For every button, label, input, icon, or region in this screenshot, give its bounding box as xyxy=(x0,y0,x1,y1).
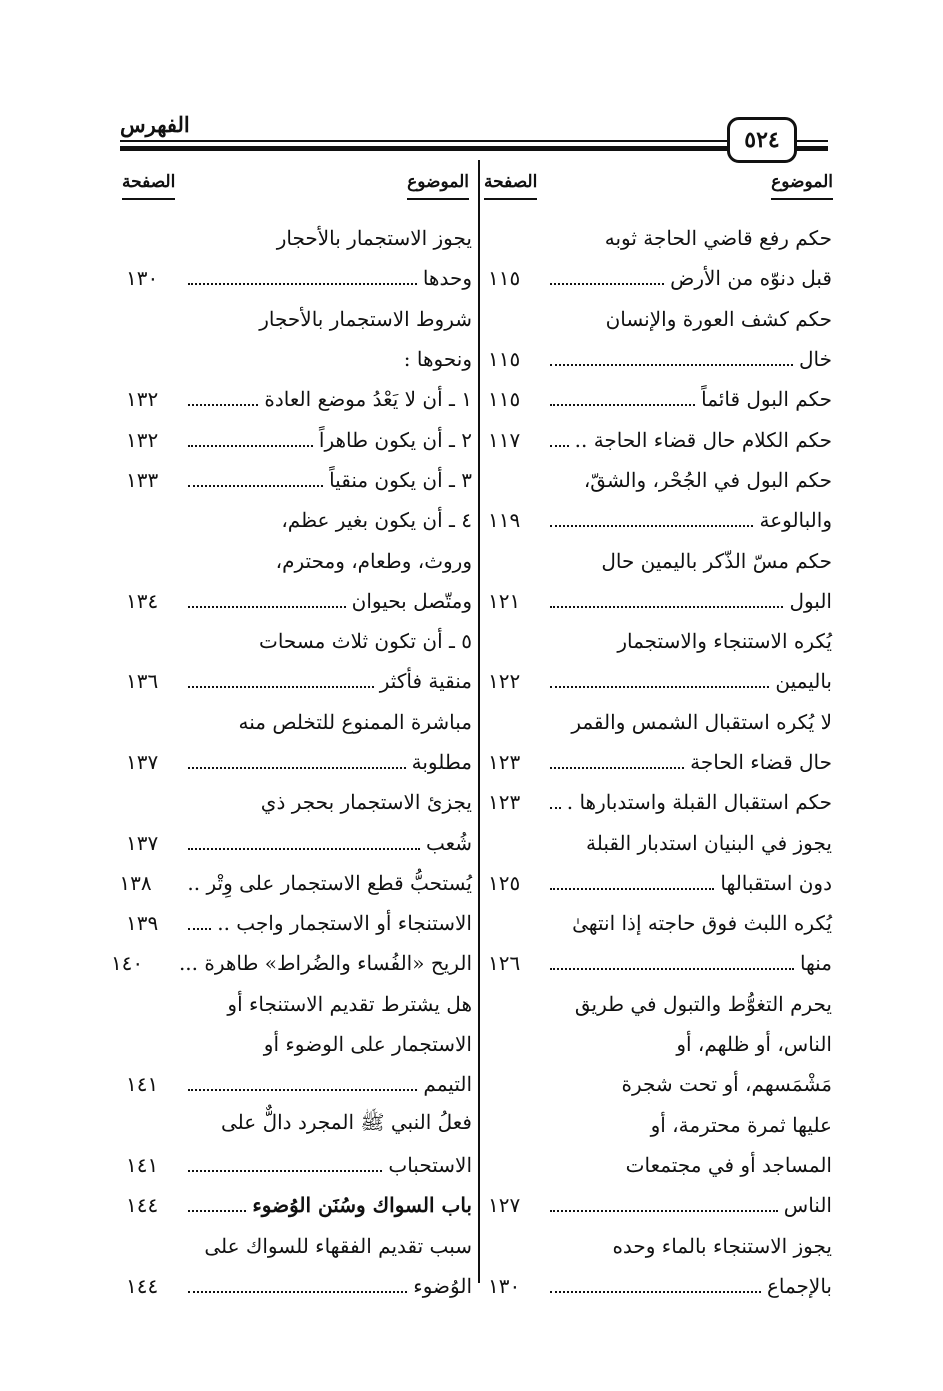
entry-text: منقية فأكثر xyxy=(379,669,472,694)
entry-text: يُكره الاستنجاء والاستجمار xyxy=(617,629,832,654)
left-column xyxy=(110,218,472,1306)
index-entry xyxy=(484,379,832,419)
entry-text: حكم البول في الجُحْر، والشقّ، xyxy=(583,467,832,492)
entry-text: منها xyxy=(799,951,832,976)
index-entry xyxy=(122,460,472,500)
index-entry xyxy=(122,218,472,258)
entry-page: ١٢٢ xyxy=(488,669,521,694)
index-entry xyxy=(122,822,472,862)
entry-text: مباشرة الممنوع للتخلص منه xyxy=(238,709,472,734)
entry-page: ١٣٢ xyxy=(126,387,159,412)
entry-text: ٤ ـ أن يكون بغير عظم، xyxy=(281,508,472,533)
entry-text: ٣ ـ أن يكون منقياً xyxy=(329,467,472,492)
leader-dots xyxy=(188,283,417,285)
entry-text: وروث، وطعام، ومحترم، xyxy=(275,548,472,573)
leader-dots xyxy=(550,968,794,970)
entry-text: حكم مسّ الذّكر باليمين حال xyxy=(601,548,832,573)
entry-text: عليها ثمرة محترمة، أو xyxy=(650,1112,832,1137)
entry-text: الاستحباب xyxy=(388,1152,472,1177)
entry-page: ١٣٧ xyxy=(126,830,159,855)
page-number: ٥٢٤ xyxy=(744,127,780,153)
entry-page: ١١٧ xyxy=(488,427,521,452)
index-entry xyxy=(484,1064,832,1104)
index-entry xyxy=(484,1225,832,1265)
index-entry xyxy=(484,1266,832,1306)
index-entry xyxy=(122,1266,472,1306)
entry-text: قبل دنوّه من الأرض xyxy=(670,266,832,291)
index-entry xyxy=(484,742,832,782)
index-entry xyxy=(122,903,472,943)
index-entry xyxy=(484,540,832,580)
entry-text: خال xyxy=(799,347,832,372)
index-entry xyxy=(484,943,832,983)
leader-dots xyxy=(550,525,753,527)
header-rule-top xyxy=(120,140,828,142)
entry-page: ١٤٤ xyxy=(126,1193,159,1218)
leader-dots xyxy=(188,1291,407,1293)
index-entry xyxy=(122,299,472,339)
leader-dots xyxy=(188,606,346,608)
index-entry xyxy=(484,339,832,379)
entry-text: لا يُكره استقبال الشمس والقمر xyxy=(571,709,832,734)
entry-page: ١٣٨ xyxy=(119,870,152,895)
index-entry xyxy=(122,581,472,621)
index-entry xyxy=(122,1225,472,1265)
entry-page: ١٢١ xyxy=(488,588,521,613)
entry-text: باليمين xyxy=(775,669,832,694)
index-entry xyxy=(122,1064,472,1104)
index-entry xyxy=(484,500,832,540)
entry-page: ١٣٢ xyxy=(126,427,159,452)
entry-page: ١٢٣ xyxy=(488,790,521,815)
entry-text: الاستنجاء أو الاستجمار واجب .. xyxy=(217,911,472,936)
leader-dots xyxy=(188,848,420,850)
entry-text: دون استقبالها xyxy=(720,870,832,895)
index-entry xyxy=(484,1024,832,1064)
entry-text: حكم استقبال القبلة واستدبارها . xyxy=(566,790,832,815)
index-entry xyxy=(484,903,832,943)
entry-text: البول xyxy=(789,588,832,613)
entry-page: ١٤٤ xyxy=(126,1273,159,1298)
index-entry xyxy=(484,299,832,339)
column-divider xyxy=(478,160,480,1283)
entry-page: ١٢٥ xyxy=(488,870,521,895)
entry-text: التيمم xyxy=(423,1072,472,1097)
entry-text: يُكره اللبث فوق حاجته إذا انتهىٰ xyxy=(572,911,832,936)
leader-dots xyxy=(550,767,684,769)
entry-text: يجوز في البنيان استدبار القبلة xyxy=(586,830,832,855)
index-entry xyxy=(484,460,832,500)
entry-page: ١٢٦ xyxy=(488,951,521,976)
entry-page: ١٤١ xyxy=(126,1072,159,1097)
leader-dots xyxy=(550,1291,761,1293)
index-entry xyxy=(122,258,472,298)
entry-text: فعلُ النبي ﷺ المجرد دالٌّ على xyxy=(221,1110,472,1135)
entry-text: الريح «الفُساء والضُراط» طاهرة ... xyxy=(178,951,472,976)
entry-text: شُعب xyxy=(425,830,472,855)
leader-dots xyxy=(188,404,258,406)
index-entry xyxy=(122,500,472,540)
entry-text: ٢ ـ أن يكون طاهراً xyxy=(318,427,472,452)
leader-dots xyxy=(550,686,769,688)
entry-text: سبب تقديم الفقهاء للسواك على xyxy=(204,1233,472,1258)
entry-page: ١١٥ xyxy=(488,266,521,291)
entry-text: مطلوبة xyxy=(411,750,472,774)
entry-text: حكم رفع قاضي الحاجة ثوبه xyxy=(604,226,832,251)
leader-dots xyxy=(188,767,406,769)
entry-text: الناس xyxy=(783,1193,832,1218)
entry-text: الناس، أو ظلهم، أو xyxy=(676,1032,832,1057)
entry-page: ١١٩ xyxy=(488,508,521,533)
index-entry xyxy=(484,581,832,621)
entry-page: ١١٥ xyxy=(488,387,521,412)
index-entry xyxy=(122,661,472,701)
index-entry xyxy=(484,1145,832,1185)
entry-page: ١٣٠ xyxy=(126,266,159,291)
index-entry xyxy=(122,621,472,661)
entry-text: يُستحبُّ قطع الاستجمار على وِتْر .. xyxy=(187,870,472,895)
index-entry xyxy=(484,984,832,1024)
entry-text: ٥ ـ أن تكون ثلاث مسحات xyxy=(259,629,472,654)
index-entry xyxy=(122,1145,472,1185)
leader-dots xyxy=(188,928,211,930)
entry-page: ١٣٩ xyxy=(126,911,159,936)
index-entry xyxy=(484,661,832,701)
index-entry xyxy=(122,540,472,580)
index-entry xyxy=(484,419,832,459)
index-entry xyxy=(484,218,832,258)
entry-text: الاستجمار على الوضوء أو xyxy=(263,1032,472,1057)
entry-text: حكم الكلام حال قضاء الحاجة .. xyxy=(574,427,832,452)
index-entry xyxy=(484,1105,832,1145)
index-entry xyxy=(122,419,472,459)
entry-text: باب السواك وسُنَن الوُضوء xyxy=(252,1193,472,1218)
entry-text: يجوز الاستجمار بالأحجار xyxy=(276,226,472,251)
leader-dots xyxy=(550,807,561,809)
entry-text: حال قضاء الحاجة xyxy=(690,750,832,774)
index-entry xyxy=(484,863,832,903)
index-entry xyxy=(122,1024,472,1064)
leader-dots xyxy=(550,404,695,406)
index-entry xyxy=(122,984,472,1024)
index-entry xyxy=(122,339,472,379)
leader-dots xyxy=(188,1210,246,1212)
leader-dots xyxy=(188,1170,382,1172)
index-entry xyxy=(122,1105,472,1145)
leader-dots xyxy=(550,1210,778,1212)
entry-text: يحرم التغوُّط والتبول في طريق xyxy=(574,991,832,1016)
index-entry xyxy=(484,782,832,822)
entry-text: شروط الاستجمار بالأحجار xyxy=(259,306,472,331)
index-entry xyxy=(122,782,472,822)
entry-text: هل يشترط تقديم الاستنجاء أو xyxy=(227,991,472,1016)
entry-text: والبالوعة xyxy=(759,508,832,533)
entry-page: ١٣٣ xyxy=(126,467,159,492)
entry-text: ١ ـ أن لا يَعْدُ موضع العادة xyxy=(264,387,472,412)
entry-text: ونحوها : xyxy=(403,347,472,372)
leader-dots xyxy=(550,445,569,447)
entry-page: ١٣٤ xyxy=(126,588,159,613)
entry-text: بالإجماع xyxy=(766,1273,832,1298)
left-topic-header: الموضوع xyxy=(407,172,469,200)
entry-page: ١٢٣ xyxy=(488,750,521,774)
leader-dots xyxy=(550,364,793,366)
entry-text: وحدها xyxy=(422,266,472,291)
leader-dots xyxy=(188,485,323,487)
entry-page: ١٤١ xyxy=(126,1152,159,1177)
leader-dots xyxy=(550,606,783,608)
entry-page: ١١٥ xyxy=(488,347,521,372)
leader-dots xyxy=(550,283,664,285)
entry-page: ١٤٠ xyxy=(110,951,144,976)
leader-dots xyxy=(188,686,374,688)
entry-text: حكم البول قائماً xyxy=(701,387,832,412)
index-entry xyxy=(122,742,472,782)
left-page-header: الصفحة xyxy=(122,172,175,200)
right-topic-header: الموضوع xyxy=(771,172,833,200)
right-page-header: الصفحة xyxy=(484,172,537,200)
entry-text: يجزئ الاستجمار بحجر ذي xyxy=(260,790,472,815)
index-entry xyxy=(122,702,472,742)
index-entry xyxy=(484,258,832,298)
index-entry xyxy=(122,379,472,419)
index-entry xyxy=(119,863,472,903)
index-entry xyxy=(110,943,472,983)
leader-dots xyxy=(188,1089,417,1091)
entry-text: حكم كشف العورة والإنسان xyxy=(605,306,832,331)
header-rule-bottom xyxy=(120,146,828,151)
header-title: الفهرس xyxy=(120,112,190,137)
entry-page: ١٣٠ xyxy=(488,1273,521,1298)
right-column xyxy=(484,218,832,1306)
leader-dots xyxy=(550,888,714,890)
index-entry xyxy=(484,702,832,742)
entry-text: المساجد أو في مجتمعات xyxy=(625,1152,832,1177)
entry-page: ١٢٧ xyxy=(488,1193,521,1218)
index-entry xyxy=(484,621,832,661)
entry-page: ١٣٧ xyxy=(126,750,159,774)
index-entry xyxy=(484,822,832,862)
index-entry xyxy=(484,1185,832,1225)
entry-text: مَشْمَسهم، أو تحت شجرة xyxy=(621,1072,832,1097)
page-number-box xyxy=(727,117,797,163)
entry-page: ١٣٦ xyxy=(126,669,159,694)
entry-text: ومتّصل بحيوان xyxy=(351,588,472,613)
index-entry xyxy=(122,1185,472,1225)
leader-dots xyxy=(188,445,313,447)
entry-text: يجوز الاستنجاء بالماء وحده xyxy=(612,1233,832,1258)
entry-text: الوُضوء xyxy=(413,1273,472,1298)
